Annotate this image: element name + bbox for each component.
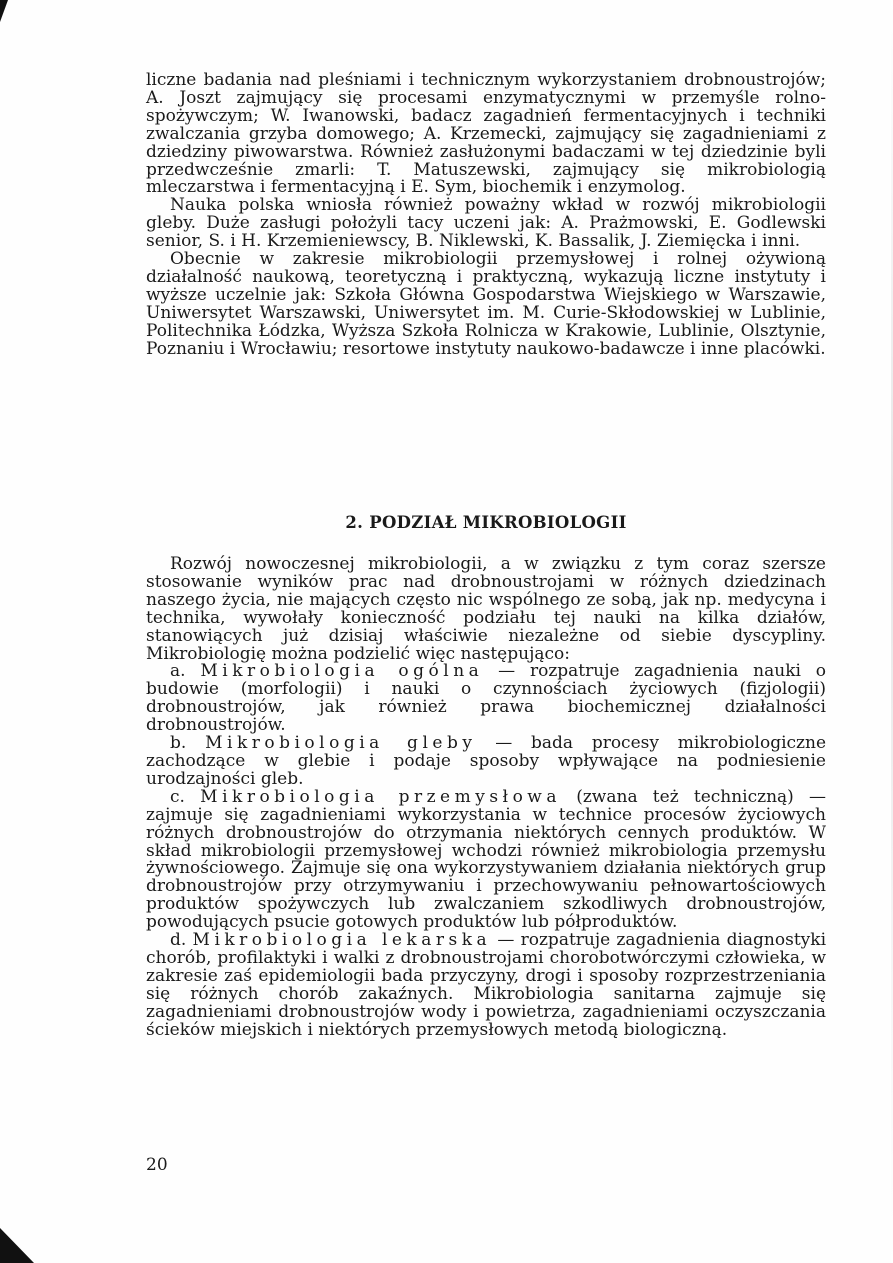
list-item (146, 663, 826, 735)
continued-text (146, 72, 826, 359)
item-letter: a. (170, 661, 186, 682)
item-term: Mikrobiologia lekarska (192, 930, 492, 951)
item-term: Mikrobiologia ogólna (200, 661, 484, 682)
section-heading: 2. PODZIAŁ MIKROBIOLOGII (345, 513, 627, 532)
list-item (146, 786, 827, 933)
item-term: Mikrobiologia gleby (205, 733, 477, 754)
list-item (146, 932, 826, 1039)
item-letter: c. (170, 786, 185, 807)
item-letter: d. (170, 930, 187, 951)
paragraph: Nauka polska wniosła również poważny wkład w rozwój mikrobiologii gleby. Duże zasługi położyli tacy uczeni jak: A. Prażmowski, E. Godlewski senior, S. i H. Krzemieniewscy, B. Niklewski, K. Bassalik, J. Ziemięcka i inni. (146, 195, 826, 252)
paragraph: liczne badania nad pleśniami i technicznym wykorzystaniem drobnoustrojów; A. Joszt zajmujący się procesami enzymatycznymi w przemyśle rolno-spożywczym; W. Iwanowski, badacz zagadnień fermentacyjnych i techniki zwalczania grzyba domowego; A. Krzemecki, zajmujący się zagadnieniami z dziedziny piwowarstwa. Również zasłużonymi badaczami w tej dziedzinie byli przedwcześnie zmarli: T. Matuszewski, zajmujący się mikrobiologią mleczarstwa i fermentacyjną i E. Sym, biochemik i enzymolog. (146, 70, 826, 198)
item-text: — rozpatruje zagadnienia diagnostyki chorób, profilaktyki i walki z drobnoustrojami chorobotwórczymi człowieka, w zakresie zaś epidemiologii bada przyczyny, drogi i sposoby rozprzestrzeniania się różnych chorób zakaźnych. Mikrobiologia sanitarna zajmuje się zagadnieniami drobnoustrojów wody i powietrza, zagadnieniami oczyszczania ścieków miejskich i niektórych przemysłowych metodą biologiczną. (146, 930, 827, 1040)
item-letter: b. (170, 733, 187, 754)
item-text: (zwana też techniczną) — zajmuje się zagadnieniami wykorzystania w technice procesów życiowych różnych drobnoustrojów do otrzymania niektórych cennych produktów. W skład mikrobiologii przemysłowej wchodzi również mikrobiologia przemysłu żywnościowego. Zajmuje się ona wykorzystywaniem działania niektórych grup drobnoustrojów przy otrzymywaniu i przechowywaniu pełnowartościowych produktów spożywczych lub zwalczaniem szkodliwych drobnoustrojów, powodujących psucie gotowych produktów lub półproduktów. (146, 786, 827, 933)
item-text: — rozpatruje zagadnienia nauki o budowie (morfologii) i nauki o czynnościach życiowych (fizjologii) drobnoustrojów, jak również prawa biochemicznej działalności drobnoustrojów. (146, 661, 827, 736)
scan-corner-mark (0, 1228, 34, 1263)
section-body (146, 556, 826, 1039)
list-item (146, 735, 826, 789)
item-text: — bada procesy mikrobiologiczne zachodzące w glebie i podaje sposoby wpływające na podniesienie urodzajności gleb. (146, 733, 827, 789)
paragraph: Obecnie w zakresie mikrobiologii przemysłowej i rolnej ożywioną działalność naukową, teoretyczną i praktyczną, wykazują liczne instytuty i wyższe uczelnie jak: Szkoła Główna Gospodarstwa Wiejskiego w Warszawie, Uniwersytet Warszawski, Uniwersytet im. M. Curie-Skłodowskiej w Lublinie, Politechnika Łódzka, Wyższa Szkoła Rolnicza w Krakowie, Lublinie, Olsztynie, Poznaniu i Wrocławiu; resortowe instytuty naukowo-badawcze i inne placówki. (146, 249, 826, 359)
scan-corner-mark (0, 0, 8, 22)
page-number: 20 (146, 1155, 168, 1175)
intro-paragraph: Rozwój nowoczesnej mikrobiologii, a w związku z tym coraz szersze stosowanie wyników prac nad drobnoustrojami w różnych dziedzinach naszego życia, nie mających często nic wspólnego ze sobą, jak np. medycyna i technika, wywołały konieczność podziału tej nauki na kilka działów, stanowiących już dzisiaj właściwie niezależne od siebie dyscypliny. Mikrobiologię można podzielić więc następująco: (146, 554, 826, 664)
item-term: Mikrobiologia przemysłowa (200, 786, 561, 807)
